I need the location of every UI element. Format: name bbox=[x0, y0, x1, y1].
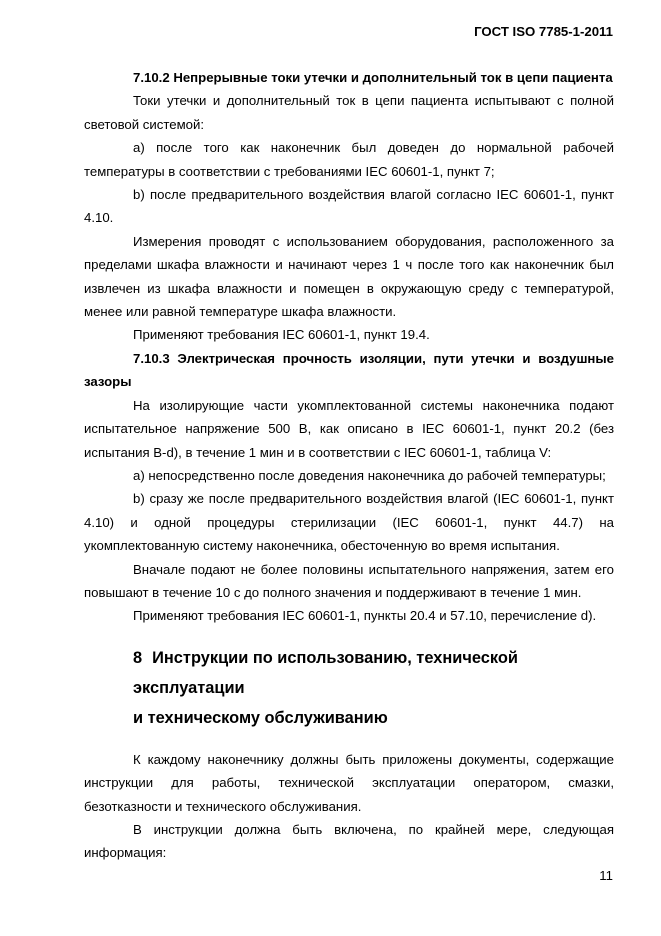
heading-7-10-3: 7.10.3 Электрическая прочность изоляции, пути утечки и воздушные зазоры bbox=[84, 350, 614, 390]
section-number: 8 bbox=[133, 648, 143, 667]
section-title-line2: и техническому обслуживанию bbox=[133, 708, 388, 727]
list-item: а) непосредственно после доведения наконечника до рабочей температуры; bbox=[133, 467, 606, 483]
document-id-header: ГОСТ ISO 7785-1-2011 bbox=[474, 24, 613, 39]
paragraph: На изолирующие части укомплектованной системы наконечника подают испытательное напряжение 500 В, как описано в IEC 60601-1, пункт 20.2 (без испытания B-d), в течение 1 мин и в соответствии с IEC 60601-1, таблица V: bbox=[84, 397, 614, 460]
list-item: b) после предварительного воздействия влагой согласно IEC 60601-1, пункт 4.10. bbox=[84, 187, 614, 226]
page-content bbox=[84, 66, 614, 865]
paragraph: Применяют требования IEC 60601-1, пункты 20.4 и 57.10, перечисление d). bbox=[133, 608, 597, 624]
paragraph: К каждому наконечнику должны быть приложены документы, содержащие инструкции для работы, технической эксплуатации оператором, смазки, безотказности и технического обслуживания. bbox=[84, 751, 614, 814]
paragraph: В инструкции должна быть включена, по крайней мере, следующая информация: bbox=[84, 821, 614, 861]
paragraph: Применяют требования IEC 60601-1, пункт 19.4. bbox=[133, 327, 430, 343]
section-8-heading bbox=[84, 643, 614, 733]
paragraph: Измерения проводят с использованием оборудования, расположенного за пределами шкафа влажности и начинают через 1 ч после того как наконечник был извлечен из шкафа влажности и помещен в окружающую среду с температурой, менее или равной температуре шкафа влажности. bbox=[84, 233, 614, 320]
page-number: 11 bbox=[599, 868, 613, 883]
paragraph: Вначале подают не более половины испытательного напряжения, затем его повышают в течение 10 с до полного значения и поддерживают в течение 1 мин. bbox=[84, 561, 614, 600]
list-item: b) сразу же после предварительного воздействия влагой (IEC 60601-1, пункт 4.10) и одной процедуры стерилизации (IEC 60601-1, пункт 44.7) на укомплектованную систему наконечника, обесточенную во время испытания. bbox=[84, 491, 614, 554]
list-item: а) после того как наконечник был доведен до нормальной рабочей температуры в соответствии с требованиями IEC 60601-1, пункт 7; bbox=[84, 140, 614, 179]
section-title-line1: Инструкции по использованию, технической эксплуатации bbox=[133, 648, 518, 697]
paragraph: Токи утечки и дополнительный ток в цепи пациента испытывают с полной световой системой: bbox=[84, 93, 614, 132]
heading-7-10-2: 7.10.2 Непрерывные токи утечки и дополнительный ток в цепи пациента bbox=[133, 70, 613, 85]
